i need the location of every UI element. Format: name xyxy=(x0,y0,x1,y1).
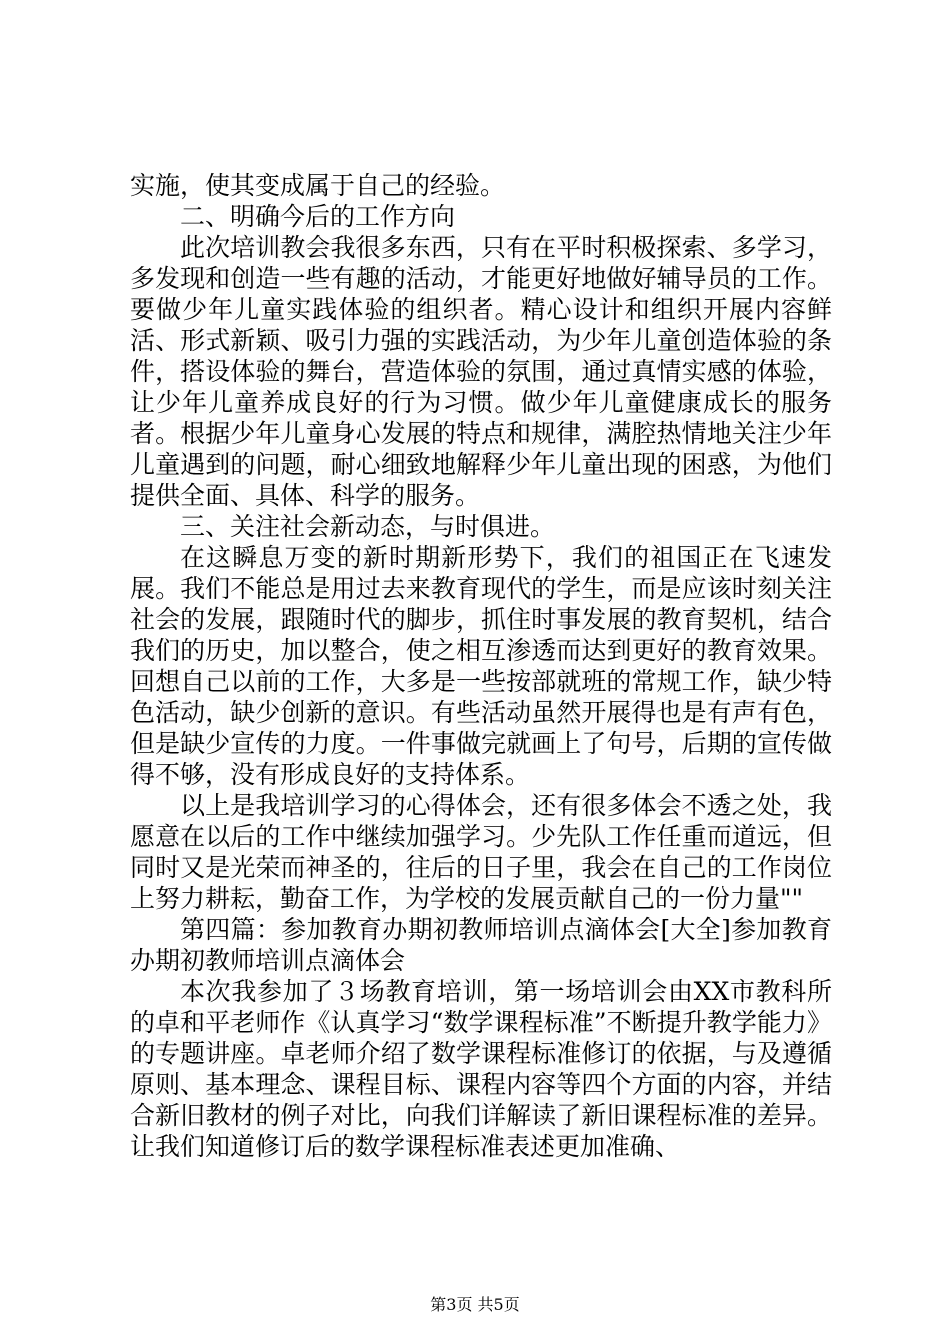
chapter-title-4: 第四篇：参加教育办期初教师培训点滴体会[大全]参加教育办期初教师培训点滴体会 xyxy=(130,915,832,975)
section-heading-2: 二、明确今后的工作方向 xyxy=(180,202,456,231)
page-number: 第3页 共5页 xyxy=(430,1295,520,1314)
document-body xyxy=(130,170,832,1162)
paragraph-continuation: 实施，使其变成属于自己的经验。 xyxy=(130,171,506,200)
paragraph-chapter-4: 本次我参加了３场教育培训，第一场培训会由XX市教科所的卓和平老师作《认真学习“数学课程标准”不断提升教学能力》的专题讲座。卓老师介绍了数学课程标准修订的依据，与及遵循原则、基本理念、课程目标、课程内容等四个方面的内容，并结合新旧教材的例子对比，向我们详解读了新旧课程标准的差异。让我们知道修订后的数学课程标准表述更加准确、 xyxy=(130,977,832,1161)
paragraph-summary: 以上是我培训学习的心得体会，还有很多体会不透之处，我愿意在以后的工作中继续加强学习。少先队工作任重而道远，但同时又是光荣而神圣的，往后的日子里，我会在自己的工作岗位上努力耕耘，勤奋工作，为学校的发展贡献自己的一份力量"" xyxy=(130,791,832,913)
section-heading-3: 三、关注社会新动态，与时俱进。 xyxy=(180,512,556,541)
paragraph-training: 此次培训教会我很多东西，只有在平时积极探索、多学习，多发现和创造一些有趣的活动，才能更好地做好辅导员的工作。要做少年儿童实践体验的组织者。精心设计和组织开展内容鲜活、形式新颖、吸引力强的实践活动，为少年儿童创造体验的条件，搭设体验的舞台，营造体验的氛围，通过真情实感的体验，让少年儿童养成良好的行为习惯。做少年儿童健康成长的服务者。根据少年儿童身心发展的特点和规律，满腔热情地关注少年儿童遇到的问题，耐心细致地解释少年儿童出现的困惑，为他们提供全面、具体、科学的服务。 xyxy=(130,233,832,510)
page-footer xyxy=(0,1295,950,1315)
paragraph-society: 在这瞬息万变的新时期新形势下，我们的祖国正在飞速发展。我们不能总是用过去来教育现代的学生，而是应该时刻关注社会的发展，跟随时代的脚步，抓住时事发展的教育契机，结合我们的历史，加以整合，使之相互渗透而达到更好的教育效果。回想自己以前的工作，大多是一些按部就班的常规工作，缺少特色活动，缺少创新的意识。有些活动虽然开展得也是有声有色，但是缺少宣传的力度。一件事做完就画上了句号，后期的宣传做得不够，没有形成良好的支持体系。 xyxy=(130,543,832,789)
